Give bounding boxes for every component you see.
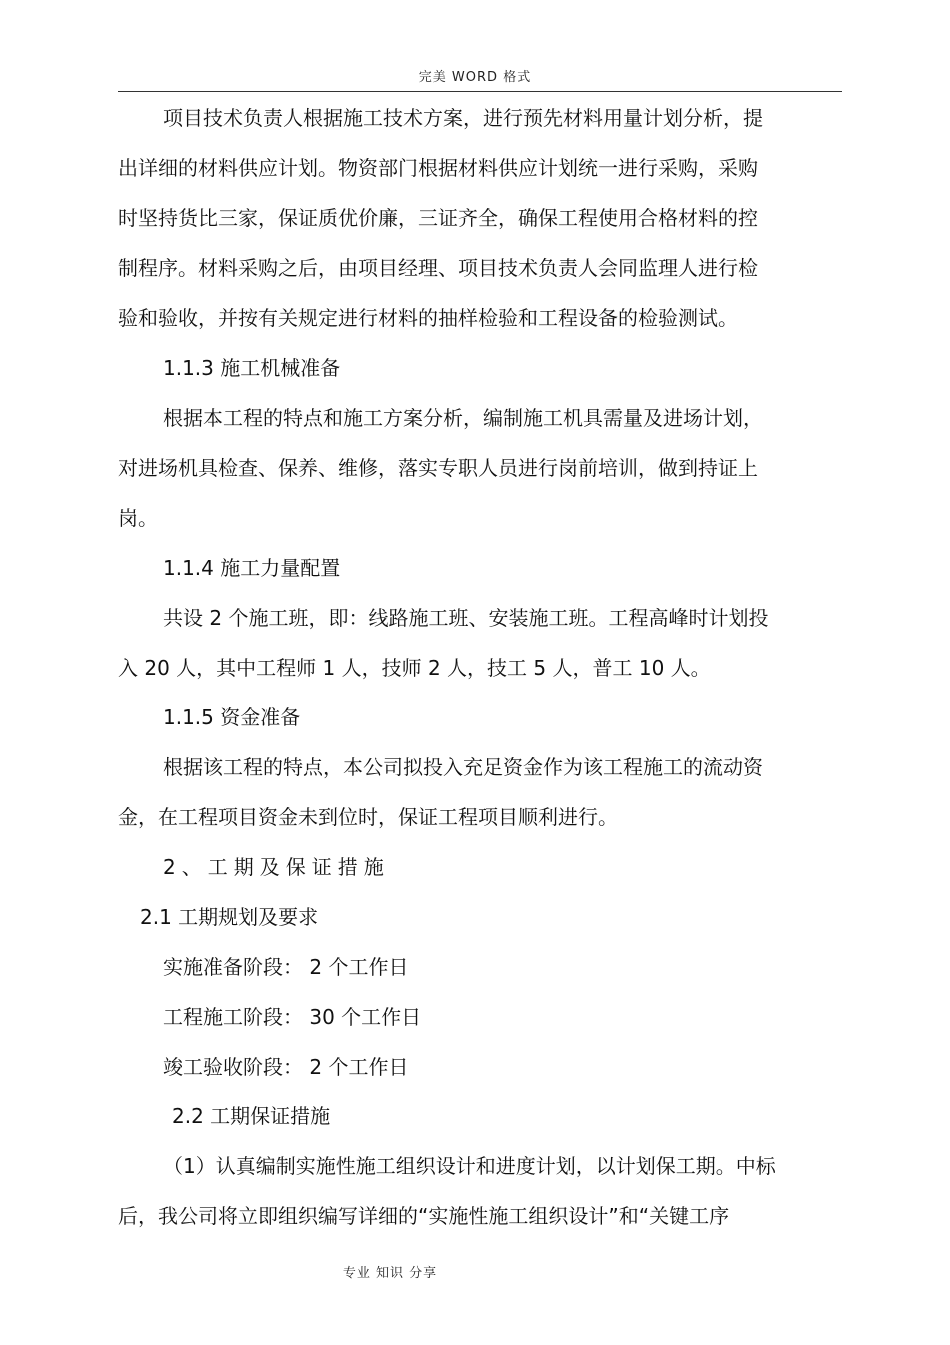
schedule-item: 竣工验收阶段： 2 个工作日 [163, 1055, 409, 1079]
section-heading-1-1-5: 1.1.5 资金准备 [163, 705, 301, 729]
paragraph-line: 出详细的材料供应计划。物资部门根据材料供应计划统一进行采购，采购 [118, 156, 758, 180]
chapter-heading-2: 2、工期及保证措施 [163, 855, 390, 879]
paragraph-line: 根据该工程的特点，本公司拟投入充足资金作为该工程施工的流动资 [163, 755, 763, 779]
section-heading-1-1-4: 1.1.4 施工力量配置 [163, 556, 341, 580]
paragraph-line: 对进场机具检查、保养、维修，落实专职人员进行岗前培训，做到持证上 [118, 456, 758, 480]
paragraph-line: 验和验收，并按有关规定进行材料的抽样检验和工程设备的检验测试。 [118, 306, 738, 330]
header-divider [118, 91, 842, 92]
section-heading-2-1: 2.1 工期规划及要求 [140, 905, 319, 929]
schedule-item: 工程施工阶段： 30 个工作日 [163, 1005, 422, 1029]
page-header: 完美 WORD 格式 [418, 70, 532, 85]
paragraph-line: 制程序。材料采购之后，由项目经理、项目技术负责人会同监理人进行检 [118, 256, 758, 280]
paragraph-line: 金，在工程项目资金未到位时，保证工程项目顺利进行。 [118, 805, 618, 829]
paragraph-line: 入 20 人，其中工程师 1 人，技师 2 人，技工 5 人，普工 10 人。 [118, 656, 711, 680]
paragraph-line: 岗。 [118, 506, 158, 530]
page-footer: 专业 知识 分享 [342, 1266, 438, 1281]
paragraph-line: 根据本工程的特点和施工方案分析，编制施工机具需量及进场计划， [163, 406, 763, 430]
paragraph-line: 时坚持货比三家，保证质优价廉，三证齐全，确保工程使用合格材料的控 [118, 206, 758, 230]
section-heading-2-2: 2.2 工期保证措施 [172, 1104, 331, 1128]
schedule-item: 实施准备阶段： 2 个工作日 [163, 955, 409, 979]
section-heading-1-1-3: 1.1.3 施工机械准备 [163, 356, 341, 380]
paragraph-line: 共设 2 个施工班，即：线路施工班、安装施工班。工程高峰时计划投 [163, 606, 769, 630]
paragraph-line: 后，我公司将立即组织编写详细的“实施性施工组织设计”和“关键工序 [118, 1204, 730, 1228]
paragraph-line: 项目技术负责人根据施工技术方案，进行预先材料用量计划分析，提 [163, 106, 763, 130]
paragraph-line: （1）认真编制实施性施工组织设计和进度计划，以计划保工期。中标 [163, 1154, 776, 1178]
